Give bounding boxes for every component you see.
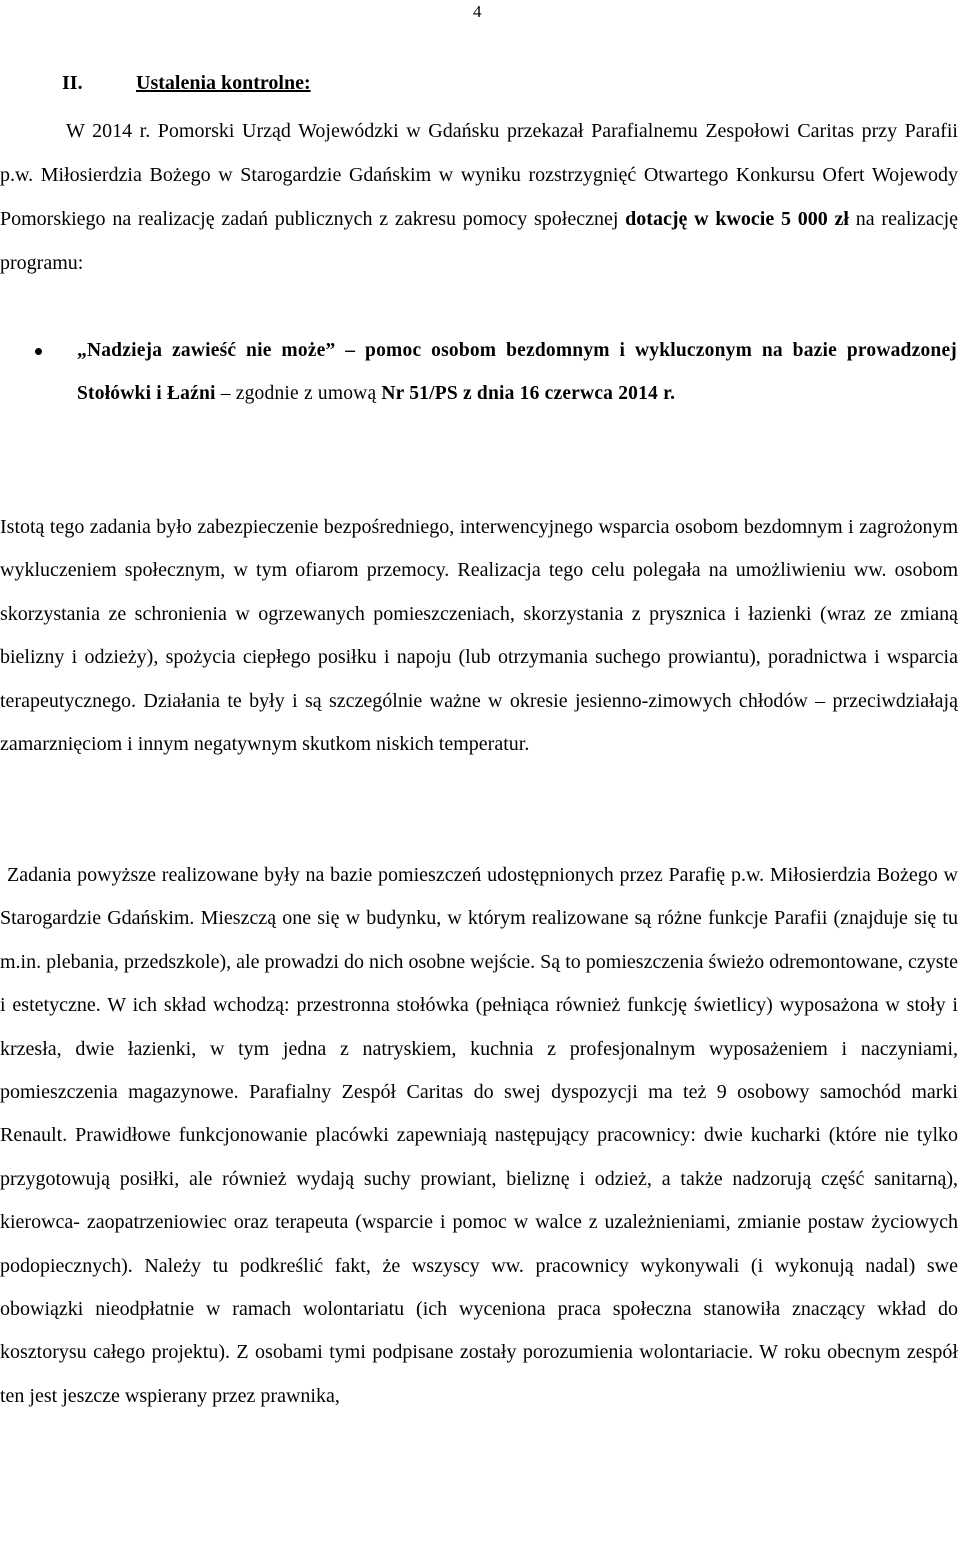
program-description (77, 329, 957, 415)
facilities-paragraph: Zadania powyższe realizowane były na bazie pomieszczeń udostępnionych przez Parafię p.w. Miłosierdzia Bożego w Starogardzie Gdańskim. Mieszczą one się w budynku, w którym realizowane są różne funkcje Parafii (znajduje się tu m.in. plebania, przedszkole), ale prowadzi do nich osobne wejście. Są to pomieszczenia świeżo odremontowane, czyste i estetyczne. W ich skład wchodzą: przestronna stołówka (pełniąca również funkcję świetlicy) wyposażona w stoły i krzesła, dwie łazienki, w tym jedna z natryskiem, kuchnia z profesjonalnym wyposażeniem i naczyniami, pomieszczenia magazynowe. Parafialny Zespół Caritas do swej dyspozycji ma też 9 osobowy samochód marki Renault. Prawidłowe funkcjonowanie placówki zapewniają następujący pracownicy: dwie kucharki (które nie tylko przygotowują posiłki, ale również wydają suchy prowiant, bieliznę i odzież, a także nadzorują część sanitarną), kierowca- zaopatrzeniowiec oraz terapeuta (wsparcie i pomoc w walce z uzależnieniami, zmianie postaw życiowych podopiecznych). Należy tu podkreślić fakt, że wszyscy ww. pracownicy wykonywali (i wykonują nadal) swe obowiązki nieodpłatnie w ramach wolontariatu (ich wyceniona praca społeczna stanowiła znaczący wkład do kosztorysu całego projektu). Z osobami tymi podpisane zostały porozumienia wolontariacie. W roku obecnym zespół ten jest jeszcze wspierany przez prawnika, (0, 864, 958, 1407)
bullet-icon (35, 348, 42, 355)
intro-text-end: na realizację programu: (0, 208, 958, 274)
grant-amount: dotację w kwocie 5 000 zł (625, 208, 849, 230)
program-name: „Nadzieja zawieść nie może” – pomoc osobom bezdomnym i wykluczonym na bazie prowadzonej Stołówki i Łaźni (77, 340, 957, 404)
agreement-reference: Nr 51/PS z dnia 16 czerwca 2014 r. (381, 383, 676, 404)
program-list-item (0, 329, 958, 415)
page-number: 4 (473, 2, 482, 21)
section-title: Ustalenia kontrolne: (136, 72, 311, 94)
section-numeral: II. (62, 72, 83, 94)
intro-text-start: W 2014 r. Pomorski Urząd Wojewódzki w Gdańsku przekazał Parafialnemu Zespołowi Caritas przy Parafii p.w. Miłosierdzia Bożego w Starogardzie Gdańskim w wyniku rozstrzygnięć Otwartego Konkursu Ofert Wojewody Pomorskiego na realizację zadań publicznych z zakresu pomocy społecznej (0, 120, 958, 230)
section-heading (62, 72, 311, 95)
intro-paragraph (0, 109, 958, 285)
program-connector: – zgodnie z umową (215, 383, 382, 404)
task-essence-paragraph: Istotą tego zadania było zabezpieczenie bezpośredniego, interwencyjnego wsparcia osobom bezdomnym i zagrożonym wykluczeniem społecznym, w tym ofiarom przemocy. Realizacja tego celu polegała na umożliwieniu ww. osobom skorzystania ze schronienia w ogrzewanych pomieszczeniach, skorzystania z prysznica i łazienki (wraz ze zmianą bielizny i odzieży), spożycia ciepłego posiłku i napoju (lub otrzymania suchego prowiantu), poradnictwa i wsparcia terapeutycznego. Działania te były i są szczególnie ważne w okresie jesienno-zimowych chłodów – przeciwdziałają zamarznięciom i innym negatywnym skutkom niskich temperatur. (0, 516, 958, 756)
